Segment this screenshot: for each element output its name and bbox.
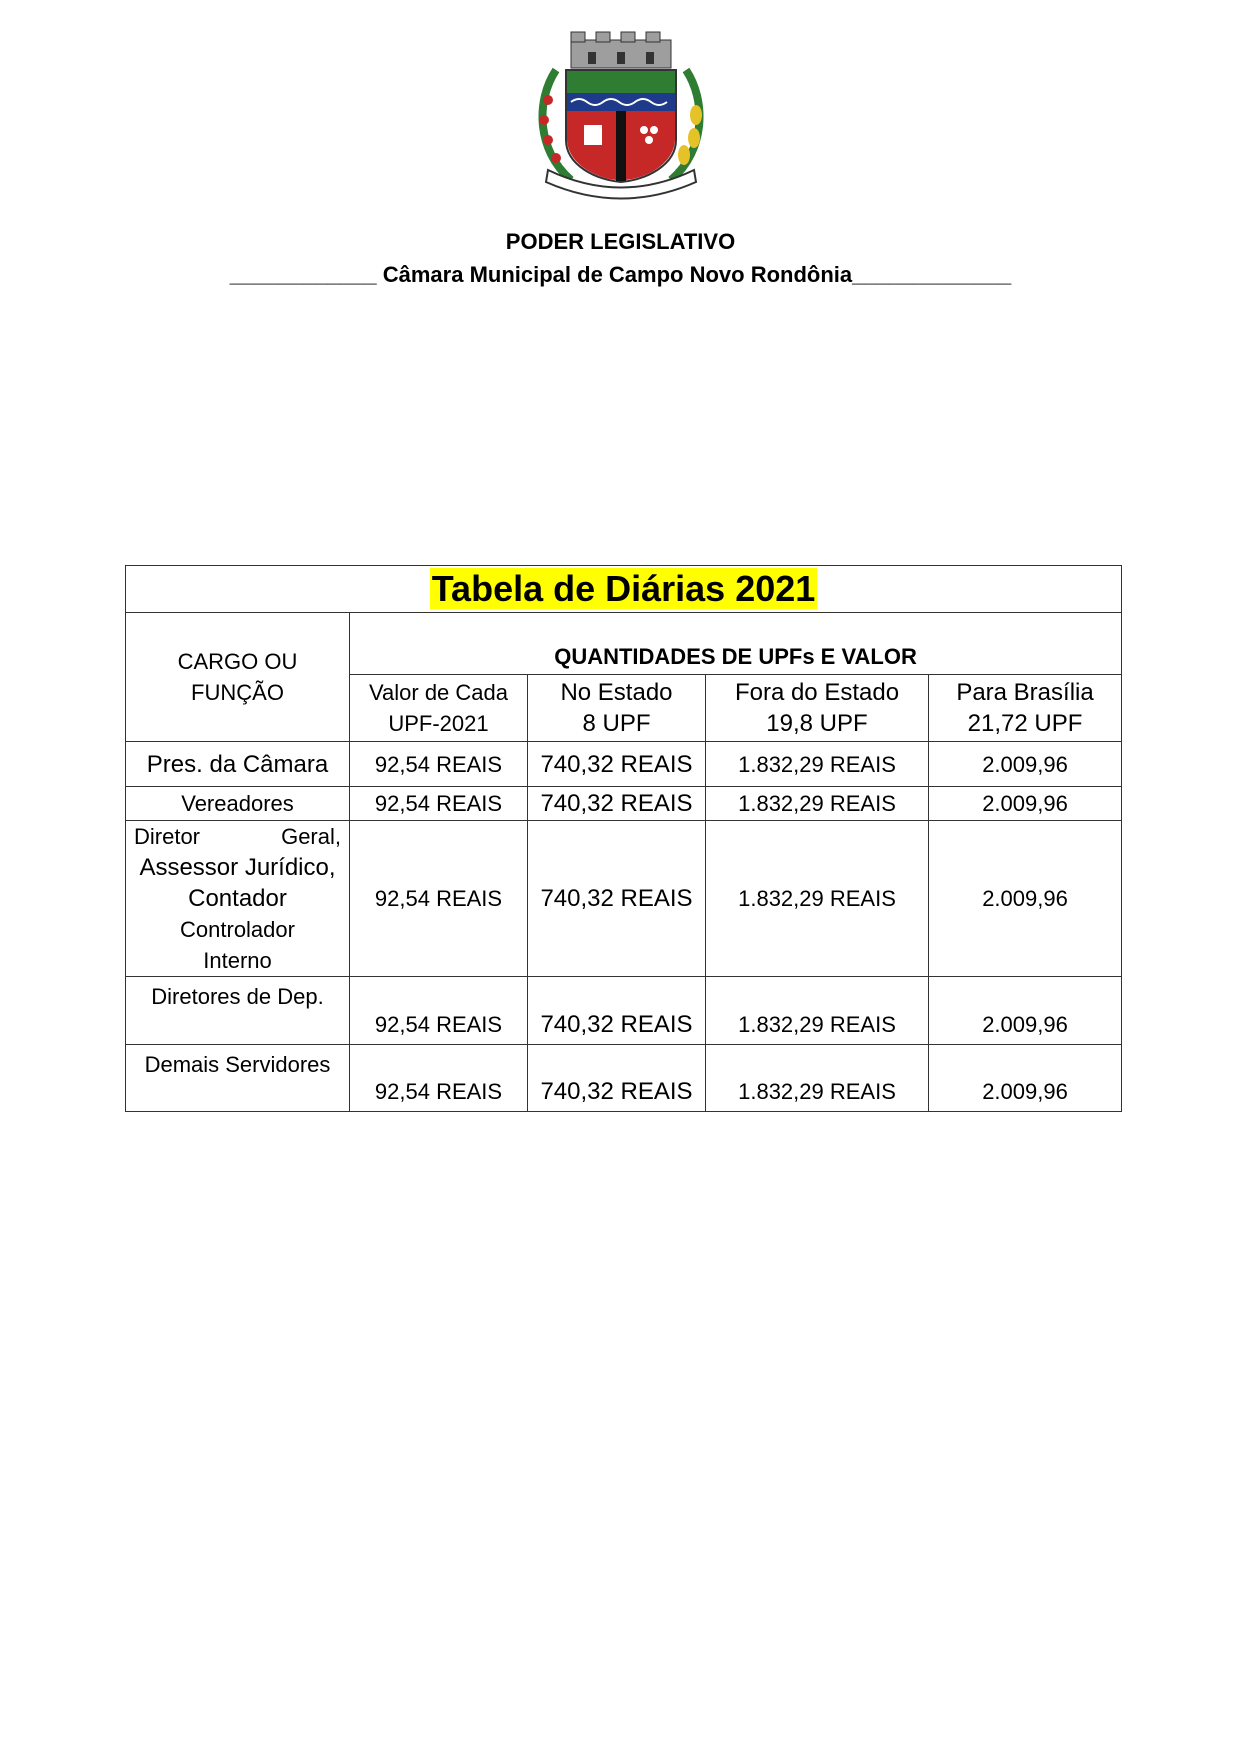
table-row <box>126 1045 1122 1112</box>
fora-cell: 1.832,29 REAIS <box>706 977 929 1045</box>
table-row <box>126 977 1122 1045</box>
fora-cell: 1.832,29 REAIS <box>706 742 929 787</box>
fora-cell: 1.832,29 REAIS <box>706 821 929 977</box>
group-header-row <box>126 613 1122 675</box>
col-header-upf-line1: Valor de Cada <box>368 680 508 705</box>
diarias-table <box>125 565 1122 1112</box>
cargo-cell: Vereadores <box>126 787 350 821</box>
cargo-line5: Interno <box>203 948 272 973</box>
header-title: PODER LEGISLATIVO <box>505 229 736 254</box>
brasilia-cell: 2.009,96 <box>929 1045 1122 1112</box>
estado-cell: 740,32 REAIS <box>528 1045 706 1112</box>
municipal-crest-logo <box>526 30 716 200</box>
fora-cell: 1.832,29 REAIS <box>706 1045 929 1112</box>
brasilia-cell: 2.009,96 <box>929 787 1122 821</box>
cargo-line1-a: Diretor <box>134 824 201 849</box>
upf-cell: 92,54 REAIS <box>350 742 528 787</box>
cargo-line2: Assessor Jurídico, <box>139 854 336 881</box>
col-header-brasilia <box>929 675 1122 742</box>
cargo-cell: Demais Servidores <box>126 1045 350 1112</box>
cargo-line1 <box>134 821 341 852</box>
col-header-fora <box>706 675 929 742</box>
upf-cell: 92,54 REAIS <box>350 787 528 821</box>
cargo-header-line2: FUNÇÃO <box>191 680 284 705</box>
estado-cell: 740,32 REAIS <box>528 821 706 977</box>
group-header: QUANTIDADES DE UPFs E VALOR <box>350 613 1122 675</box>
table-row <box>126 821 1122 977</box>
upf-cell: 92,54 REAIS <box>350 1045 528 1112</box>
upf-cell: 92,54 REAIS <box>350 977 528 1045</box>
table-title-row <box>126 566 1122 613</box>
col-header-fora-line1: Fora do Estado <box>734 679 900 706</box>
table-row <box>126 787 1122 821</box>
estado-cell: 740,32 REAIS <box>528 787 706 821</box>
brasilia-cell: 2.009,96 <box>929 977 1122 1045</box>
col-header-fora-line2: 19,8 UPF <box>766 710 868 737</box>
estado-cell: 740,32 REAIS <box>528 742 706 787</box>
brasilia-cell: 2.009,96 <box>929 821 1122 977</box>
cargo-cell <box>126 821 350 977</box>
col-header-estado-line1: No Estado <box>560 679 673 706</box>
col-header-upf-line2: UPF-2021 <box>388 711 489 736</box>
col-header-brasilia-line2: 21,72 UPF <box>967 710 1083 737</box>
cargo-line3: Contador <box>188 885 287 912</box>
brasilia-cell: 2.009,96 <box>929 742 1122 787</box>
cargo-header-line1: CARGO OU <box>177 649 298 674</box>
cargo-line1-b: Geral, <box>281 824 341 849</box>
col-header-estado-line2: 8 UPF <box>582 710 651 737</box>
upf-cell: 92,54 REAIS <box>350 821 528 977</box>
header-subtitle: ____________ Câmara Municipal de Campo Novo Rondônia_____________ <box>229 262 1012 287</box>
estado-cell: 740,32 REAIS <box>528 977 706 1045</box>
cargo-cell: Pres. da Câmara <box>126 742 350 787</box>
fora-cell: 1.832,29 REAIS <box>706 787 929 821</box>
col-header-upf <box>350 675 528 742</box>
col-header-estado <box>528 675 706 742</box>
cargo-header <box>126 613 350 742</box>
table-title: Tabela de Diárias 2021 <box>431 568 816 609</box>
table-row <box>126 742 1122 787</box>
cargo-cell: Diretores de Dep. <box>126 977 350 1045</box>
cargo-line4: Controlador <box>180 917 295 942</box>
col-header-brasilia-line1: Para Brasília <box>956 679 1094 706</box>
table-title-cell <box>126 566 1122 613</box>
